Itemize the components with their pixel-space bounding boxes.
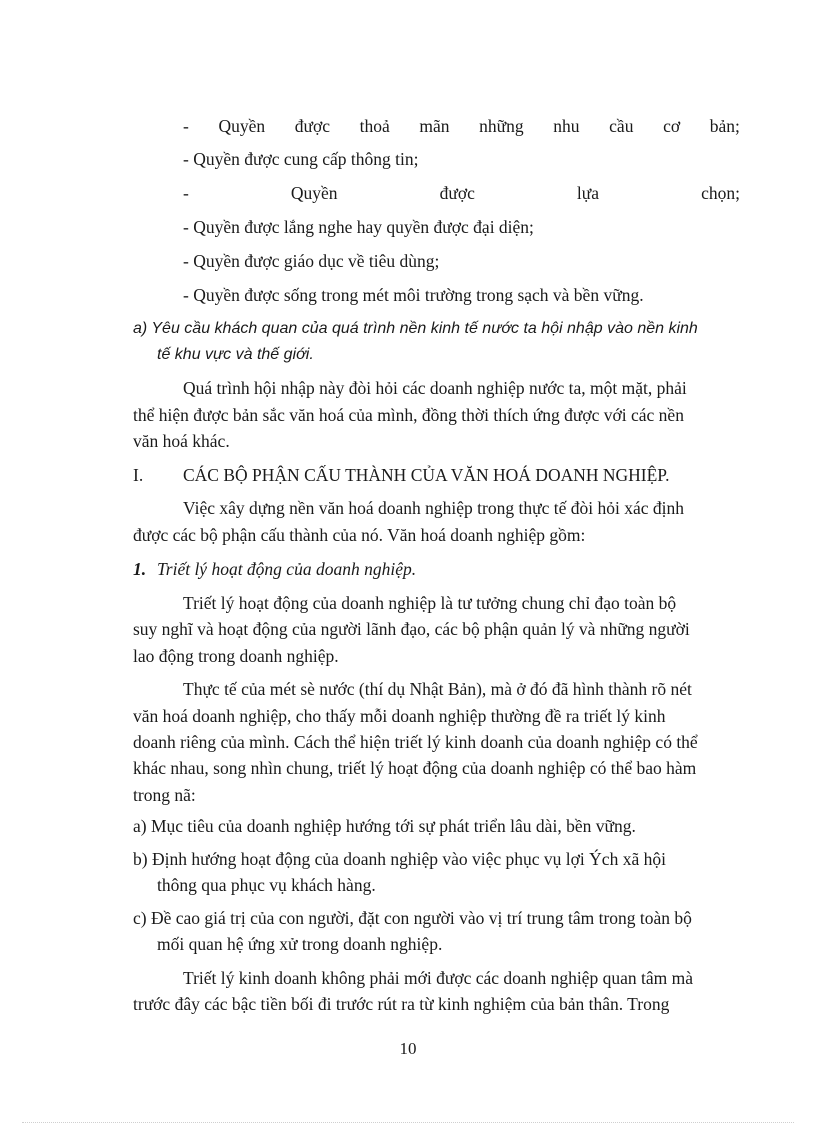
- section-heading-number: I.: [133, 465, 144, 485]
- right-item-6: - Quyền được sống trong mét môi trường trong sạch và bền vững.: [183, 285, 644, 305]
- para3-line-3: lao động trong doanh nghiệp.: [133, 646, 339, 666]
- page-number: 10: [399, 1039, 417, 1058]
- para3-line-2: suy nghĩ và hoạt động của người lãnh đạo, các bộ phận quản lý và những người: [133, 619, 690, 639]
- para5-line-1: Triết lý kinh doanh không phải mới được các doanh nghiệp quan tâm mà: [183, 968, 693, 988]
- para4-line-2: văn hoá doanh nghiệp, cho thấy mỗi doanh nghiệp thường đề ra triết lý kinh: [133, 706, 666, 726]
- para3-line-1: Triết lý hoạt động của doanh nghiệp là tư tưởng chung chỉ đạo toàn bộ: [183, 593, 677, 613]
- list-item-b-line-2: thông qua phục vụ khách hàng.: [157, 875, 376, 895]
- para1-line-1: Quá trình hội nhập này đòi hỏi các doanh nghiệp nước ta, một mặt, phải: [183, 378, 687, 398]
- para5-line-2: trước đây các bậc tiền bối đi trước rút ra từ kinh nghiệm của bản thân. Trong: [133, 994, 670, 1014]
- list-item-c-line-1: c) Đề cao giá trị của con người, đặt con người vào vị trí trung tâm trong toàn bộ: [133, 908, 692, 928]
- list-item-a: a) Mục tiêu của doanh nghiệp hướng tới sự phát triển lâu dài, bền vững.: [133, 816, 636, 836]
- right-item-5: - Quyền được giáo dục về tiêu dùng;: [183, 251, 440, 271]
- para2-line-2: được các bộ phận cấu thành của nó. Văn hoá doanh nghiệp gồm:: [133, 525, 586, 545]
- right-item-4: - Quyền được lắng nghe hay quyền được đại diện;: [183, 217, 534, 237]
- right-item-3: - Quyền được lựa chọn;: [183, 183, 740, 203]
- para4-line-3: doanh riêng của mình. Cách thể hiện triết lý kinh doanh của doanh nghiệp có thể: [133, 732, 698, 752]
- para1-line-3: văn hoá khác.: [133, 431, 230, 451]
- para4-line-5: trong nã:: [133, 785, 196, 805]
- list-item-b-line-1: b) Định hướng hoạt động của doanh nghiệp vào việc phục vụ lợi Ých xã hội: [133, 849, 666, 869]
- section-a-heading-line-1: a) Yêu cầu khách quan của quá trình nền kinh tế nước ta hội nhập vào nền kinh: [133, 320, 698, 337]
- section-heading: CÁC BỘ PHẬN CẤU THÀNH CỦA VĂN HOÁ DOANH NGHIỆP.: [183, 465, 670, 485]
- para4-line-1: Thực tế của mét sè nước (thí dụ Nhật Bản), mà ở đó đã hình thành rõ nét: [183, 679, 692, 699]
- para1-line-2: thể hiện được bản sắc văn hoá của mình, đồng thời thích ứng được với các nền: [133, 405, 684, 425]
- subheading: Triết lý hoạt động của doanh nghiệp.: [157, 559, 417, 579]
- right-item-2: - Quyền được cung cấp thông tin;: [183, 149, 419, 169]
- para2-line-1: Việc xây dựng nền văn hoá doanh nghiệp trong thực tế đòi hỏi xác định: [183, 498, 684, 518]
- right-item-1: - Quyền được thoả mãn những nhu cầu cơ bản;: [183, 116, 740, 136]
- para4-line-4: khác nhau, song nhìn chung, triết lý hoạt động của doanh nghiệp có thể bao hàm: [133, 758, 697, 778]
- section-a-heading-line-2: tế khu vực và thế giới.: [157, 346, 314, 363]
- list-item-c-line-2: mối quan hệ ứng xử trong doanh nghiệp.: [157, 934, 443, 954]
- subheading-number: 1.: [133, 559, 147, 579]
